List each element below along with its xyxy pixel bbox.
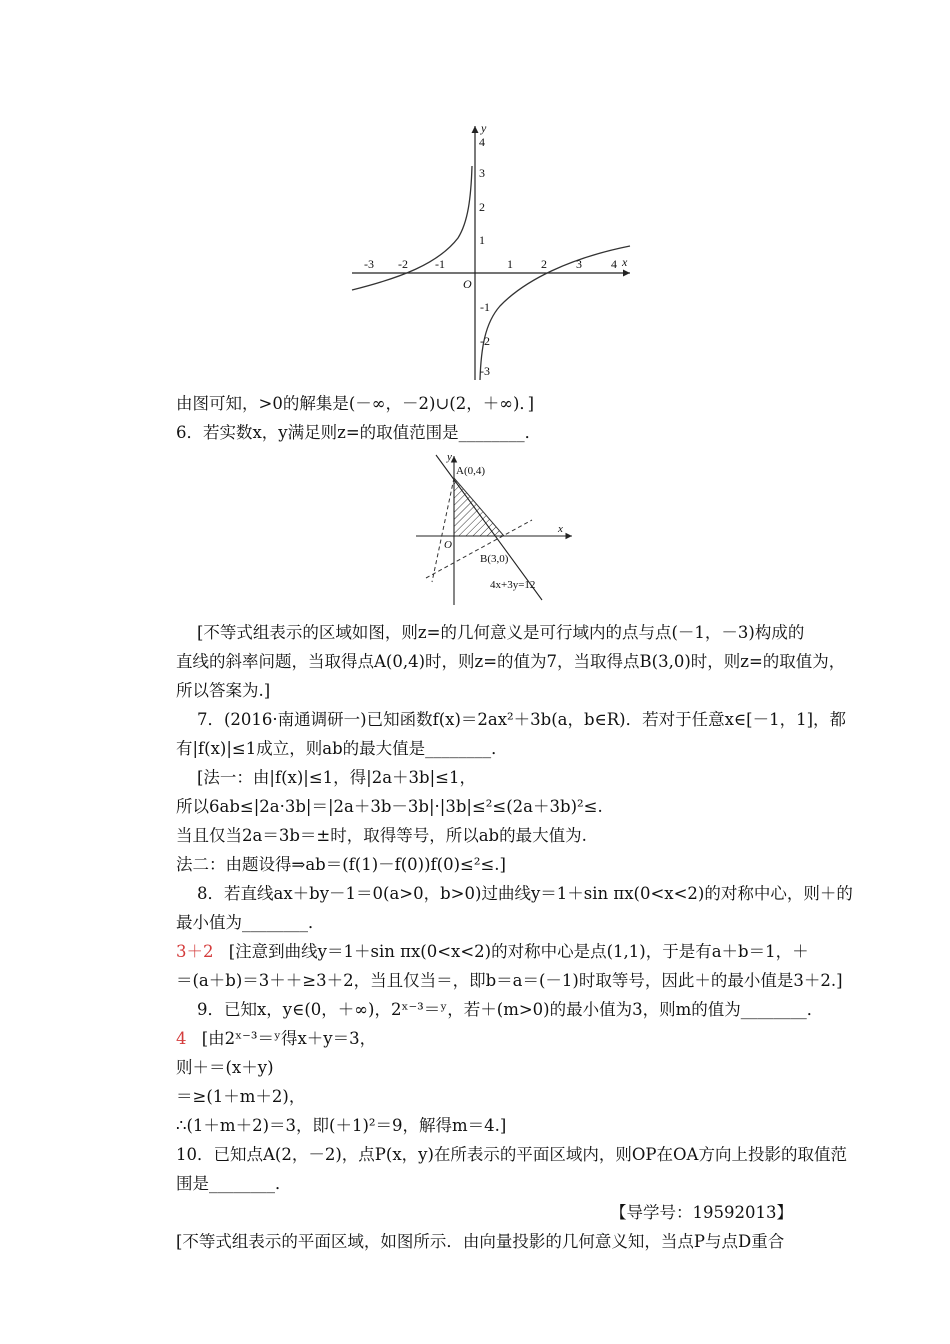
y-axis-label: y — [481, 121, 487, 135]
answer-8: 3＋2 — [176, 942, 214, 961]
origin-label: O — [463, 277, 472, 291]
y-tick-label: -3 — [480, 364, 490, 378]
text-line: 围是________． — [176, 1174, 292, 1193]
text-line: 法二：由题设得⇒ab＝(f(1)－f(0))f(0)≤²≤.] — [176, 855, 506, 874]
text-line: 直线的斜率问题，当取得点A(0,4)时，则z=的值为7，当取得点B(3,0)时，则z=的取值为， — [176, 652, 846, 671]
y-tick-label: -1 — [480, 300, 490, 314]
text-line: ＝(a＋b)＝3＋＋≥3＋2，当且仅当＝，即b＝a＝(－1)时取等号，因此＋的最小值是3＋2.] — [176, 971, 843, 990]
y-tick-label: 1 — [479, 233, 485, 247]
dashed-line — [432, 478, 454, 582]
point-a-label: A(0,4) — [456, 465, 486, 477]
answer-9: 4 — [176, 1029, 187, 1048]
function-graph — [340, 118, 640, 383]
text-line: 所以6ab≤|2a·3b|＝|2a＋3b－3b|·|3b|≤²≤(2a＋3b)²≤. — [176, 797, 603, 816]
question-6: 6．若实数x，y满足则z=的取值范围是________． — [176, 423, 542, 442]
explanation-9: [由2ˣ⁻³＝ʸ得x＋y＝3， — [201, 1029, 377, 1048]
feasible-region-graph — [410, 450, 580, 610]
text-line: ＝≥(1＋m＋2)， — [176, 1087, 306, 1106]
x-tick-label: 2 — [541, 257, 547, 271]
line-equation-label: 4x+3y=12 — [490, 579, 536, 591]
point-b-label: B(3,0) — [480, 553, 509, 565]
y-tick-label: 3 — [479, 166, 485, 180]
text-line: 最小值为________． — [176, 913, 325, 932]
text-line: ∴(1＋m＋2)＝3，即(＋1)²＝9，解得m＝4.] — [176, 1116, 507, 1135]
question-9: 9．已知x，y∈(0，＋∞)，2ˣ⁻³＝ʸ，若＋(m>0)的最小值为3，则m的值为________． — [197, 1000, 824, 1019]
question-8: 8．若直线ax＋by－1＝0(a>0，b>0)过曲线y＝1＋sin πx(0<x<2)的对称中心，则＋的 — [197, 884, 853, 903]
x-axis-label: x — [558, 523, 563, 535]
text-line: [不等式组表示的平面区域，如图所示．由向量投影的几何意义知，当点P与点D重合 — [176, 1232, 785, 1251]
y-tick-label: 4 — [479, 135, 485, 149]
text-line: 所以答案为.] — [176, 681, 271, 700]
question-10: 10．已知点A(2，－2)，点P(x，y)在所表示的平面区域内，则OP在OA方向上投影的取值范 — [176, 1145, 847, 1164]
x-axis-label: x — [622, 255, 628, 269]
study-number: 【导学号：19592013】 — [610, 1203, 793, 1222]
x-tick-label: 1 — [507, 257, 513, 271]
text-line: 有|f(x)|≤1成立，则ab的最大值是________． — [176, 739, 508, 758]
y-axis-label: y — [447, 451, 452, 463]
x-tick-label: -1 — [435, 257, 445, 271]
text-line — [176, 941, 809, 963]
text-line: [不等式组表示的区域如图，则z=的几何意义是可行域内的点与点(－1，－3)构成的 — [197, 623, 805, 642]
x-tick-label: -3 — [364, 257, 374, 271]
feasible-region — [454, 478, 504, 536]
curve-left-branch — [352, 166, 472, 290]
origin-label: O — [444, 539, 452, 551]
explanation-8: [注意到曲线y＝1＋sin πx(0<x<2)的对称中心是点(1,1)，于是有a＋b＝1，＋ — [228, 942, 809, 961]
text-line — [176, 1028, 376, 1050]
question-7: 7．(2016·南通调研一)已知函数f(x)＝2ax²＋3b(a，b∈R)．若对于任意x∈[－1，1]，都 — [197, 710, 847, 729]
x-tick-label: -2 — [398, 257, 408, 271]
text-line: 由图可知，>0的解集是(－∞，－2)∪(2，＋∞)．] — [176, 394, 535, 413]
y-tick-label: 2 — [479, 200, 485, 214]
y-tick-label: -2 — [480, 334, 490, 348]
x-tick-label: 4 — [611, 257, 617, 271]
text-line: [法一：由|f(x)|≤1，得|2a＋3b|≤1， — [197, 768, 477, 787]
curve-right-branch — [480, 246, 630, 380]
x-tick-label: 3 — [576, 257, 582, 271]
text-line: 则＋＝(x＋y) — [176, 1058, 274, 1077]
text-line: 当且仅当2a＝3b＝±时，取得等号，所以ab的最大值为. — [176, 826, 587, 845]
